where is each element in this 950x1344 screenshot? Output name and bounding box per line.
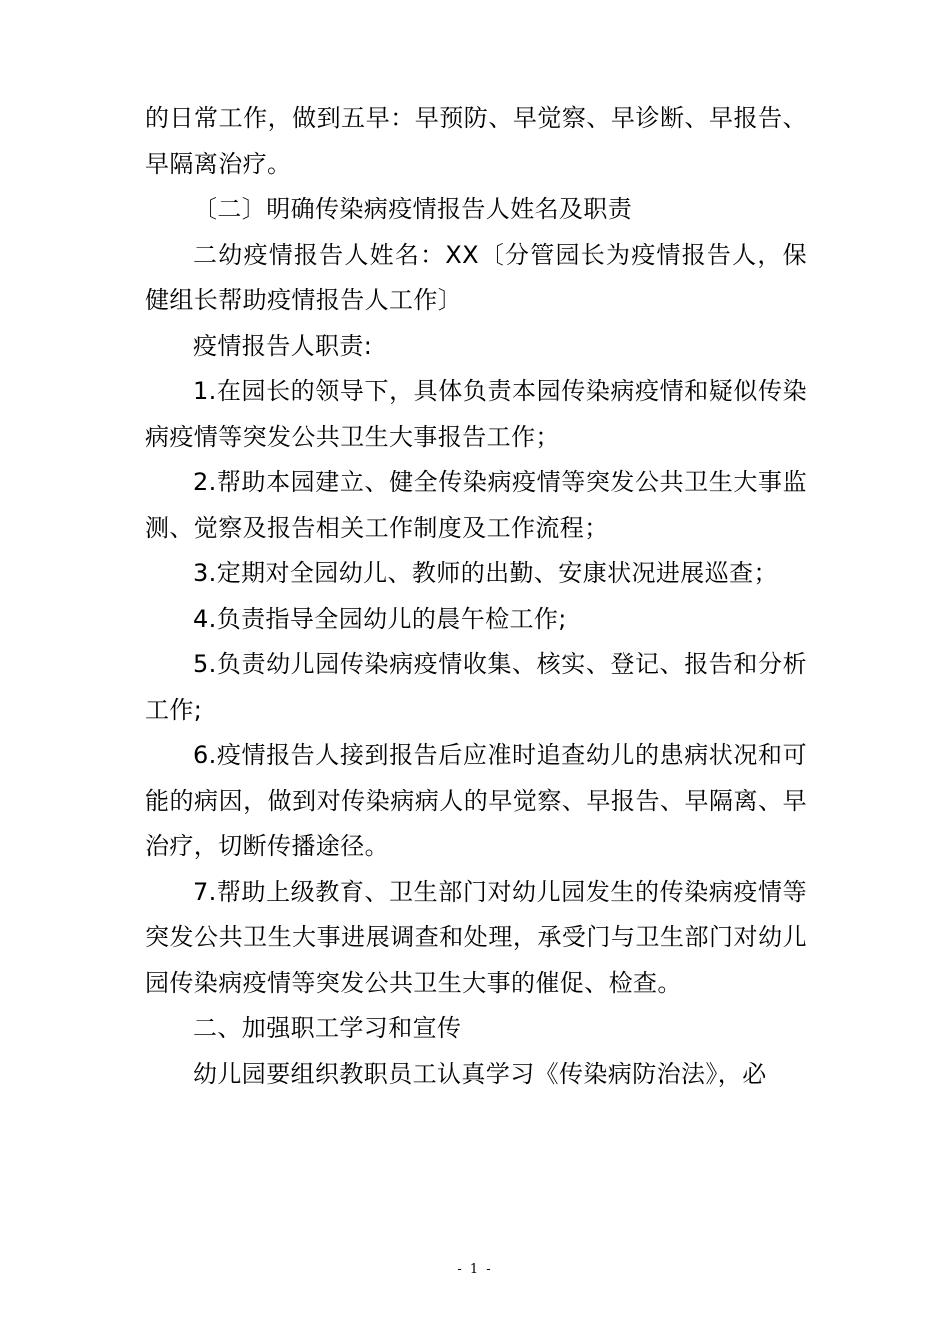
paragraph-study: 幼儿园要组织教职员工认真学习《传染病防治法》，必	[193, 1059, 767, 1088]
section-heading-two: 〔二〕明确传染病疫情报告人姓名及职责	[193, 195, 633, 223]
duty-item-3: 3.定期对全园幼儿、教师的出勤、安康状况进展巡查；	[193, 559, 778, 587]
paragraph-reporter-name: 二幼疫情报告人姓名：XX〔分管园长为疫情报告人，保健组长帮助疫情报告人工作〕	[145, 240, 807, 314]
paragraph-1: 的日常工作，做到五早：早预防、早觉察、早诊断、早报告、 早隔离治疗。	[145, 104, 807, 178]
duty-item-7: 7.帮助上级教育、卫生部门对幼儿园发生的传染病疫情等突发公共卫生大事进展调查和处理，承受门与卫生部门对幼儿园传染病疫情等突发公共卫生大事的催促、检查。	[145, 877, 807, 997]
duty-item-6: 6.疫情报告人接到报告后应准时追查幼儿的患病状况和可能的病因，做到对传染病病人的早觉察、早报告、早隔离、早治疗，切断传播途径。	[145, 741, 807, 860]
duty-item-5: 5.负责幼儿园传染病疫情收集、核实、登记、报告和分析工作;	[145, 650, 807, 724]
document-body	[145, 96, 807, 1097]
duty-item-4: 4.负责指导全园幼儿的晨午检工作;	[193, 604, 567, 633]
duty-item-1: 1.在园长的领导下，具体负责本园传染病疫情和疑似传染病疫情等突发公共卫生大事报告工作；	[145, 377, 807, 451]
page-number: - 1 -	[457, 1262, 493, 1277]
paragraph-duties-heading: 疫情报告人职责:	[193, 331, 373, 360]
duty-item-2: 2.帮助本园建立、健全传染病疫情等突发公共卫生大事监测、觉察及报告相关工作制度及工作流程；	[145, 468, 807, 542]
section-heading-study: 二、加强职工学习和宣传	[193, 1014, 462, 1042]
